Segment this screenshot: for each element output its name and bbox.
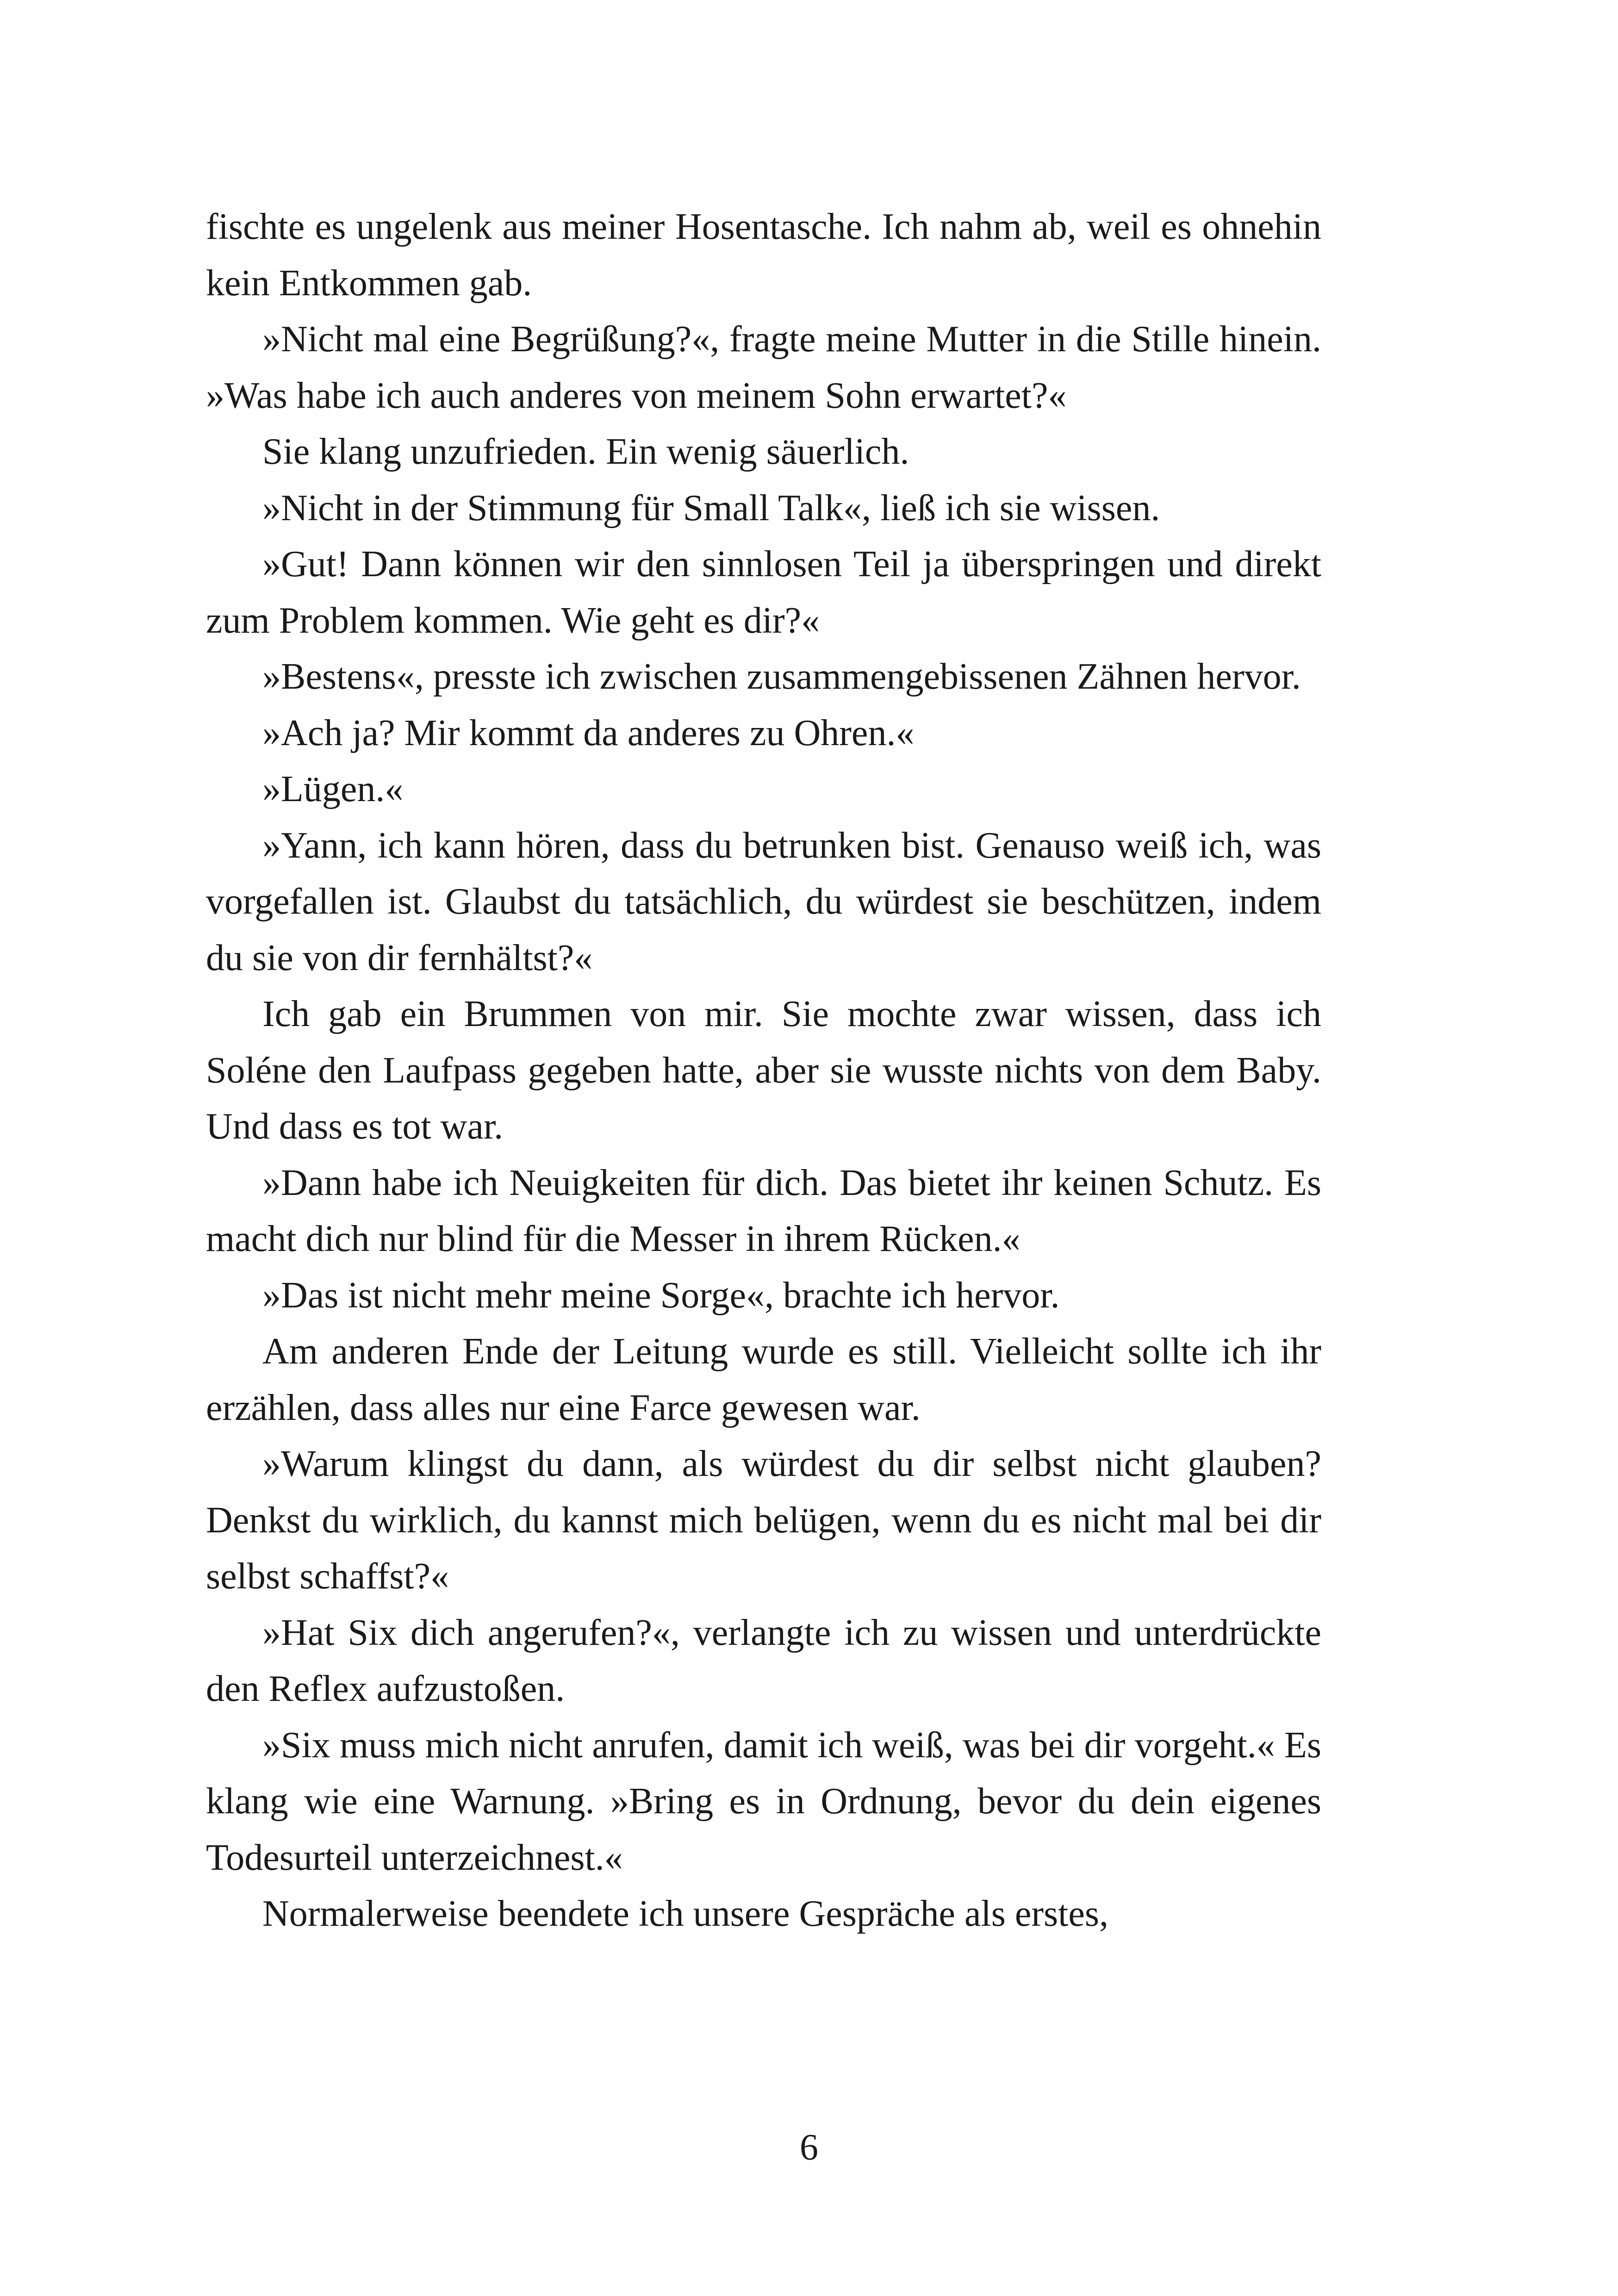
paragraph: »Lügen.« xyxy=(262,769,404,809)
paragraph: »Gut! Dann können wir den sinnlosen Teil ja überspringen und direkt zum Problem kommen. Wie geht es dir?« xyxy=(206,544,1321,641)
paragraph: Normalerweise beendete ich unsere Gespräche als erstes, xyxy=(262,1893,1109,1934)
paragraph: »Yann, ich kann hören, dass du betrunken bist. Genauso weiß ich, was vorgefallen ist. Glaubst du tatsächlich, du würdest sie beschützen, indem du sie von dir fernhältst?« xyxy=(206,825,1321,978)
paragraph: »Bestens«, presste ich zwischen zusammengebissenen Zähnen hervor. xyxy=(262,656,1301,697)
body-text xyxy=(206,199,1321,1942)
paragraph: »Hat Six dich angerufen?«, verlangte ich zu wissen und unterdrückte den Reflex aufzustoßen. xyxy=(206,1612,1321,1709)
paragraph: »Das ist nicht mehr meine Sorge«, brachte ich hervor. xyxy=(262,1275,1060,1316)
paragraph: fischte es ungelenk aus meiner Hosentasche. Ich nahm ab, weil es ohnehin kein Entkommen gab. xyxy=(206,206,1321,304)
paragraph: »Warum klingst du dann, als würdest du dir selbst nicht glauben? Denkst du wirklich, du kannst mich belügen, wenn du es nicht mal bei dir selbst schaffst?« xyxy=(206,1444,1321,1597)
paragraph: Ich gab ein Brummen von mir. Sie mochte zwar wissen, dass ich Soléne den Laufpass gegeben hatte, aber sie wusste nichts von dem Baby. Und dass es tot war. xyxy=(206,994,1321,1147)
paragraph: »Nicht mal eine Begrüßung?«, fragte meine Mutter in die Stille hinein. »Was habe ich auch anderes von meinem Sohn erwartet?« xyxy=(206,319,1321,416)
paragraph: Am anderen Ende der Leitung wurde es still. Vielleicht sollte ich ihr erzählen, dass alles nur eine Farce gewesen war. xyxy=(206,1331,1321,1428)
paragraph: »Nicht in der Stimmung für Small Talk«, ließ ich sie wissen. xyxy=(262,487,1160,529)
paragraph: Sie klang unzufrieden. Ein wenig säuerlich. xyxy=(262,431,909,472)
page-number: 6 xyxy=(800,2127,818,2168)
paragraph: »Ach ja? Mir kommt da anderes zu Ohren.« xyxy=(262,712,915,753)
paragraph: »Dann habe ich Neuigkeiten für dich. Das bietet ihr keinen Schutz. Es macht dich nur blind für die Messer in ihrem Rücken.« xyxy=(206,1162,1321,1259)
paragraph: »Six muss mich nicht anrufen, damit ich weiß, was bei dir vorgeht.« Es klang wie eine Warnung. »Bring es in Ordnung, bevor du dein eigenes Todesurteil unterzeichnest.« xyxy=(206,1724,1321,1878)
